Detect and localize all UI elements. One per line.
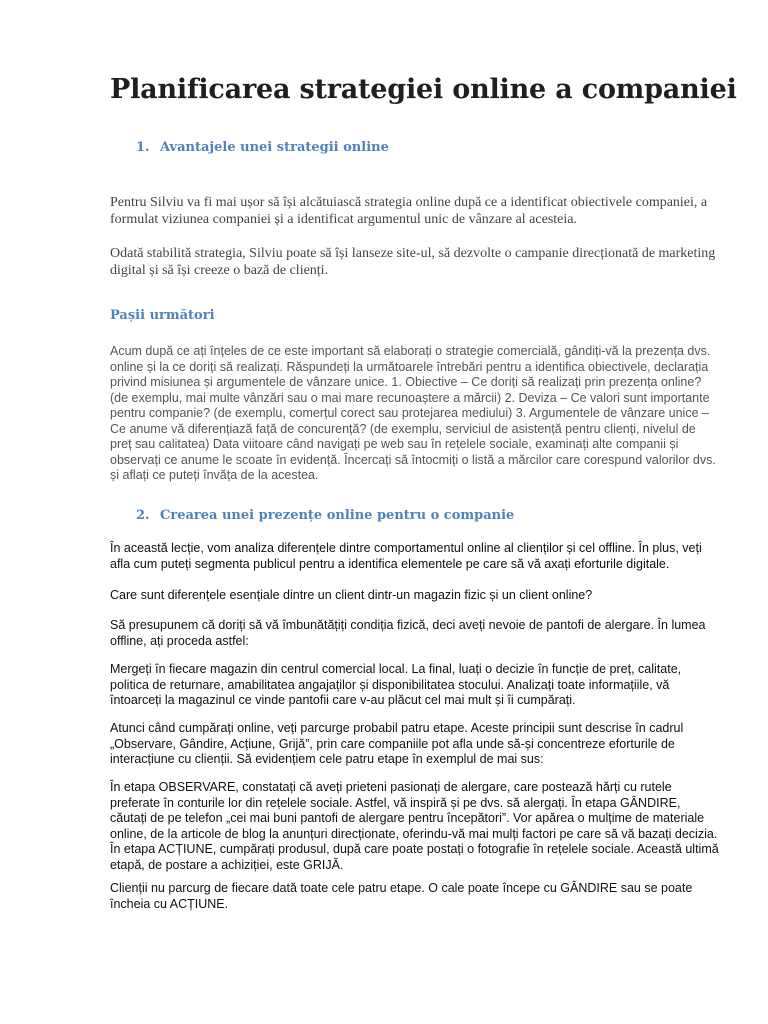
section-2-paragraph: Atunci când cumpărați online, veți parcurge probabil patru etape. Aceste principii sunt descrise în cadrul „Observare, Gândire, Acțiune, Grijă”, prin care companiile pot afla unde să-și concentreze eforturile de interacțiune cu clienții. Să evidențiem cele patru etape în exemplul de mai sus:	[110, 721, 684, 766]
section-2-number: 2.	[136, 508, 150, 523]
section-2-heading	[136, 508, 514, 523]
next-steps-heading: Pașii următori	[110, 308, 215, 323]
page-title: Planificarea strategiei online a companiei	[110, 74, 737, 105]
section-2-paragraph: Care sunt diferențele esențiale dintre un client dintr-un magazin fizic și un client online?	[110, 588, 593, 602]
section-2-paragraph: Mergeți în fiecare magazin din centrul comercial local. La final, luați o decizie în funcție de preț, calitate, politica de returnare, amabilitatea angajaților și disponibilitatea stocului. Analizați toate informațiile, vă întoarceți la magazinul ce vinde pantofii care v-au plăcut cel mai mult și îi cumpărați.	[110, 662, 682, 707]
section-2-paragraph: Să presupunem că doriți să vă îmbunătățiți condiția fizică, deci aveți nevoie de pantofi de alergare. În lumea offline, ați proceda astfel:	[110, 618, 706, 648]
next-steps-paragraph: Acum după ce ați înțeles de ce este important să elaborați o strategie comercială, gândiți-vă la prezența dvs. online și la ce doriți să realizați. Răspundeți la următoarele întrebări pentru a identifica obiectivele, declarația privind misiunea și argumentele de vânzare unice. 1. Obiective – Ce doriți să realizați prin prezența online? (de exemplu, mai multe vânzări sau o mai mare recunoaștere a mărcii) 2. Deviza – Ce valori sunt importante pentru companie? (de exemplu, comerțul corect sau protejarea mediului) 3. Argumentele de vânzare unice – Ce anume vă diferențiază față de concurență? (de exemplu, serviciul de asistență pentru clienți, nivelul de preț sau calitatea) Data viitoare când navigați pe web sau în rețelele sociale, examinați alte companii și observați ce anume le scoate în evidență. Încercați să întocmiți o listă a mărcilor care corespund valorilor dvs. și aflați ce puteți învăța de la acestea.	[110, 344, 716, 482]
section-2-paragraph: În această lecție, vom analiza diferențele dintre comportamentul online al clienților și cel offline. În plus, veți afla cum puteți segmenta publicul pentru a identifica elementele pe care să vă axați eforturile digitale.	[110, 541, 702, 571]
section-2-paragraph: Clienții nu parcurg de fiecare dată toate cele patru etape. O cale poate începe cu GÂNDIRE sau se poate încheia cu ACȚIUNE.	[110, 881, 693, 911]
section-1-heading	[136, 140, 389, 155]
section-2-paragraph: În etapa OBSERVARE, constatați că aveți prieteni pasionați de alergare, care postează hărți cu rutele preferate în conturile lor din rețelele sociale. Astfel, vă inspiră și pe dvs. să alergați. În etapa GÂNDIRE, căutați de pe telefon „cei mai buni pantofi de alergare pentru începători”. Vor apărea o mulțime de materiale online, de la articole de blog la anunțuri direcționate, oferindu-vă mai mulți factori pe care să vă bazați decizia. În etapa ACȚIUNE, cumpărați produsul, după care poate postați o fotografie în rețelele sociale. Această ultimă etapă, de postare a achiziției, este GRIJĂ.	[110, 780, 719, 872]
section-1-number: 1.	[136, 140, 150, 155]
section-1-paragraph: Pentru Silviu va fi mai ușor să își alcătuiască strategia online după ce a identificat obiectivele companiei, a formulat viziunea companiei și a identificat argumentul unic de vânzare al acesteia.	[110, 195, 708, 227]
section-2-heading-text: Crearea unei prezențe online pentru o companie	[160, 508, 515, 523]
section-1-heading-text: Avantajele unei strategii online	[160, 140, 389, 155]
section-1-paragraph: Odată stabilită strategia, Silviu poate să își lanseze site-ul, să dezvolte o campanie direcționată de marketing digital și să își creeze o bază de clienți.	[110, 246, 716, 278]
